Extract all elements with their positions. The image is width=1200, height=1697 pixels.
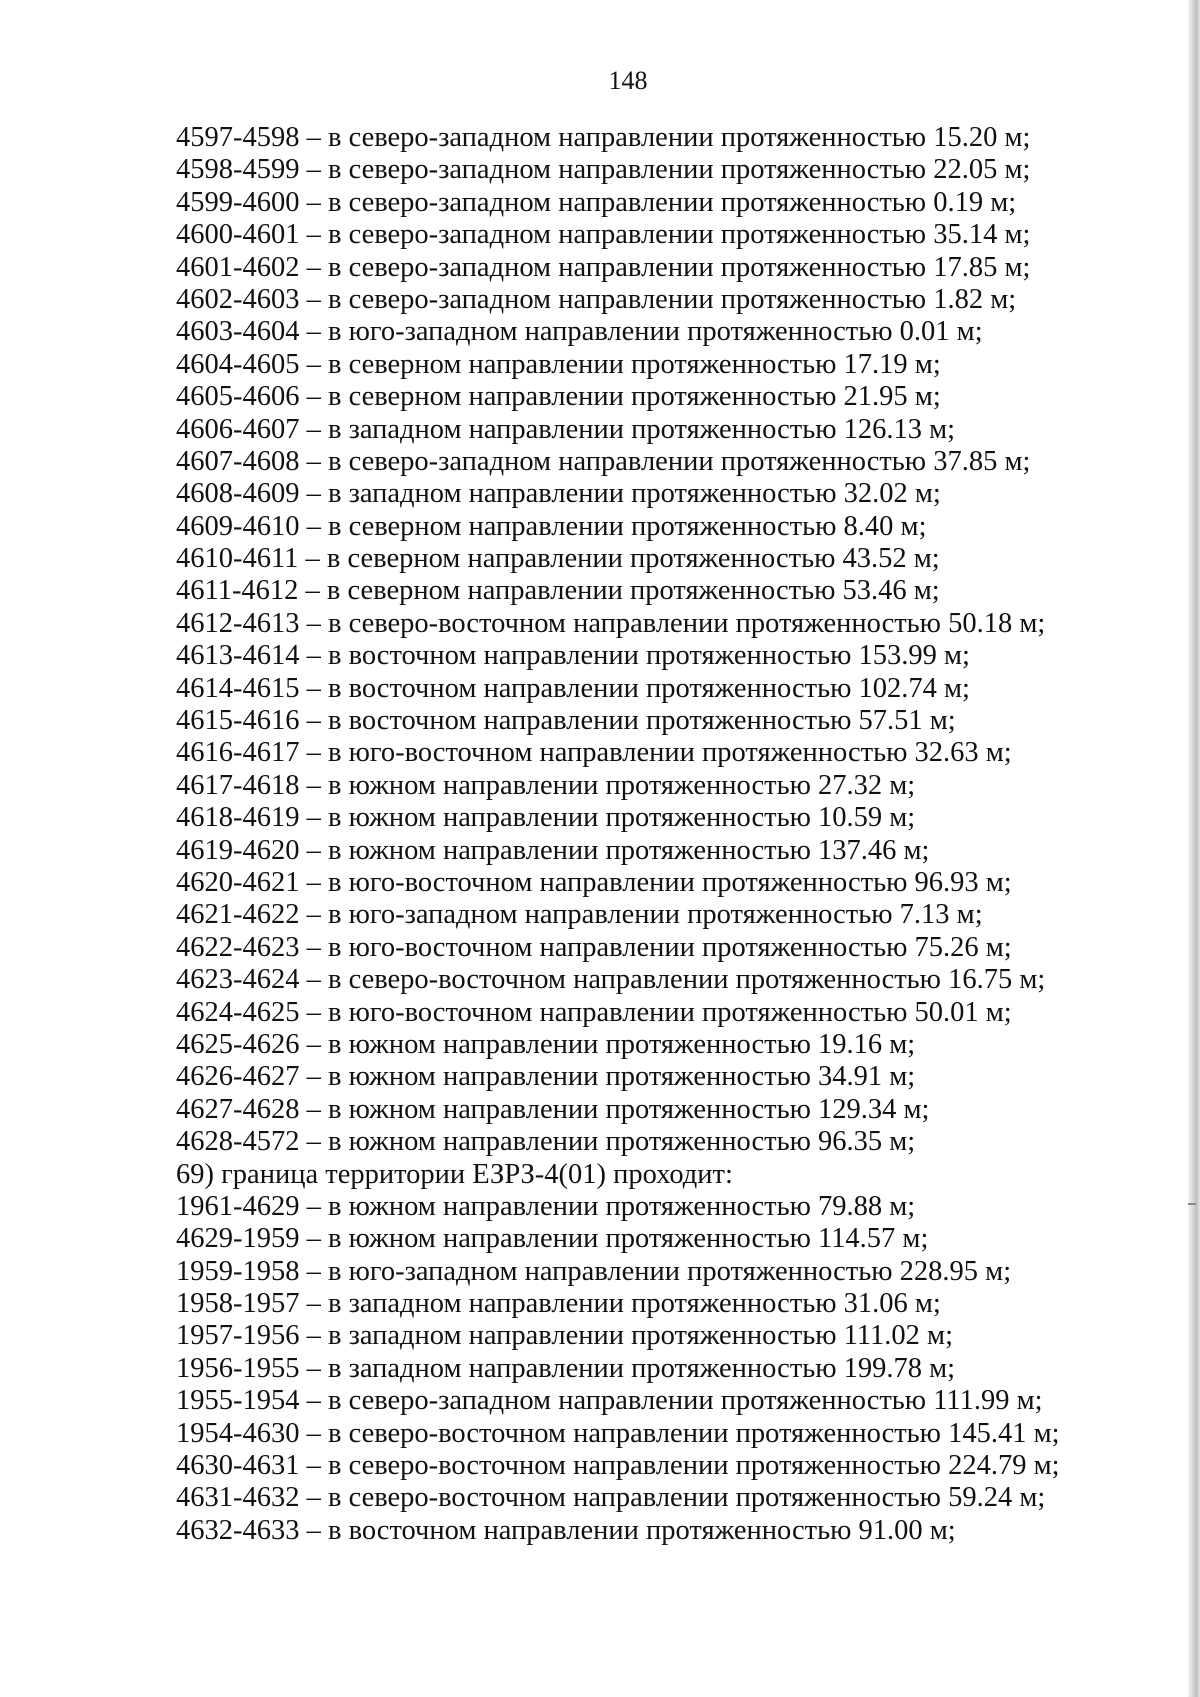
boundary-line: 1961-4629 – в южном направлении протяженностью 79.88 м; xyxy=(176,1190,916,1222)
boundary-line: 4626-4627 – в южном направлении протяженностью 34.91 м; xyxy=(176,1061,916,1093)
scan-edge-shadow xyxy=(1188,0,1200,1697)
boundary-line: 4629-1959 – в южном направлении протяженностью 114.57 м; xyxy=(176,1223,929,1255)
boundary-line: 4610-4611 – в северном направлении протяженностью 43.52 м; xyxy=(176,543,940,575)
boundary-line: 4608-4609 – в западном направлении протяженностью 32.02 м; xyxy=(176,478,941,510)
boundary-line: 4606-4607 – в западном направлении протяженностью 126.13 м; xyxy=(176,413,956,445)
boundary-line: 1955-1954 – в северо-западном направлении протяженностью 111.99 м; xyxy=(176,1385,1043,1417)
boundary-line: 1956-1955 – в западном направлении протяженностью 199.78 м; xyxy=(176,1352,956,1384)
boundary-line: 4597-4598 – в северо-западном направлении протяженностью 15.20 м; xyxy=(176,122,1031,153)
boundary-line: 4604-4605 – в северном направлении протяженностью 17.19 м; xyxy=(176,348,941,380)
boundary-line: 4605-4606 – в северном направлении протяженностью 21.95 м; xyxy=(176,381,941,413)
boundary-line: 4623-4624 – в северо-восточном направлении протяженностью 16.75 м; xyxy=(176,964,1046,996)
boundary-line: 4613-4614 – в восточном направлении протяженностью 153.99 м; xyxy=(176,640,970,672)
scan-edge-mark xyxy=(1188,1203,1196,1205)
boundary-line: 4615-4616 – в восточном направлении протяженностью 57.51 м; xyxy=(176,705,956,737)
section-heading: 69) граница территории ЕЗРЗ-4(01) проходит: xyxy=(176,1158,733,1190)
boundary-line: 4607-4608 – в северо-западном направлении протяженностью 37.85 м; xyxy=(176,445,1031,477)
boundary-line: 4600-4601 – в северо-западном направлении протяженностью 35.14 м; xyxy=(176,219,1031,251)
boundary-line: 4599-4600 – в северо-западном направлении протяженностью 0.19 м; xyxy=(176,186,1017,218)
boundary-line: 4609-4610 – в северном направлении протяженностью 8.40 м; xyxy=(176,510,927,542)
boundary-line: 4619-4620 – в южном направлении протяженностью 137.46 м; xyxy=(176,834,930,866)
boundary-line: 1957-1956 – в западном направлении протяженностью 111.02 м; xyxy=(176,1320,953,1352)
boundary-line: 4621-4622 – в юго-западном направлении протяженностью 7.13 м; xyxy=(176,899,983,931)
boundary-line: 4616-4617 – в юго-восточном направлении протяженностью 32.63 м; xyxy=(176,737,1012,769)
boundary-line: 4617-4618 – в южном направлении протяженностью 27.32 м; xyxy=(176,769,916,801)
boundary-line: 4628-4572 – в южном направлении протяженностью 96.35 м; xyxy=(176,1126,916,1158)
boundary-line: 4618-4619 – в южном направлении протяженностью 10.59 м; xyxy=(176,802,916,834)
page-number: 148 xyxy=(608,66,648,95)
boundary-line: 4601-4602 – в северо-западном направлении протяженностью 17.85 м; xyxy=(176,251,1031,283)
boundary-line: 4602-4603 – в северо-западном направлении протяженностью 1.82 м; xyxy=(176,283,1017,315)
boundary-line: 4612-4613 – в северо-восточном направлении протяженностью 50.18 м; xyxy=(176,607,1046,639)
boundary-line: 4598-4599 – в северо-западном направлении протяженностью 22.05 м; xyxy=(176,154,1031,186)
boundary-line: 4625-4626 – в южном направлении протяженностью 19.16 м; xyxy=(176,1028,916,1060)
boundary-description-list xyxy=(176,122,1136,1547)
boundary-line: 4632-4633 – в восточном направлении протяженностью 91.00 м; xyxy=(176,1514,956,1546)
boundary-line: 4630-4631 – в северо-восточном направлении протяженностью 224.79 м; xyxy=(176,1450,1060,1482)
boundary-line: 4624-4625 – в юго-восточном направлении протяженностью 50.01 м; xyxy=(176,996,1012,1028)
boundary-line: 4627-4628 – в южном направлении протяженностью 129.34 м; xyxy=(176,1093,930,1125)
boundary-line: 1954-4630 – в северо-восточном направлении протяженностью 145.41 м; xyxy=(176,1417,1060,1449)
boundary-line: 4614-4615 – в восточном направлении протяженностью 102.74 м; xyxy=(176,672,970,704)
boundary-line: 1958-1957 – в западном направлении протяженностью 31.06 м; xyxy=(176,1288,941,1320)
boundary-line: 4620-4621 – в юго-восточном направлении протяженностью 96.93 м; xyxy=(176,866,1012,898)
boundary-line: 4622-4623 – в юго-восточном направлении протяженностью 75.26 м; xyxy=(176,931,1012,963)
boundary-line: 1959-1958 – в юго-западном направлении протяженностью 228.95 м; xyxy=(176,1255,1012,1287)
boundary-line: 4631-4632 – в северо-восточном направлении протяженностью 59.24 м; xyxy=(176,1482,1046,1514)
boundary-line: 4603-4604 – в юго-западном направлении протяженностью 0.01 м; xyxy=(176,316,983,348)
boundary-line: 4611-4612 – в северном направлении протяженностью 53.46 м; xyxy=(176,575,940,607)
